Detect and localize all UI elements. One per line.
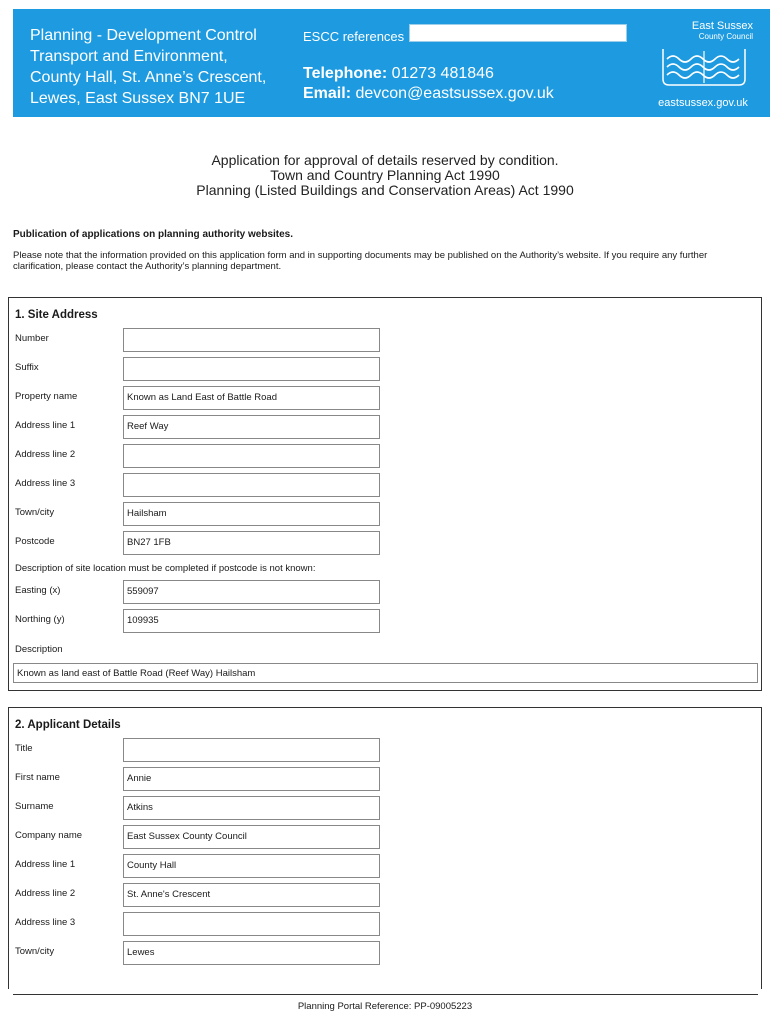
escc-references-label: ESCC references bbox=[303, 29, 405, 44]
easting-row bbox=[15, 580, 755, 604]
suffix-row bbox=[15, 357, 755, 381]
surname-row bbox=[15, 796, 755, 820]
address-line: Planning - Development Control bbox=[30, 27, 257, 44]
logo-line-1: East Sussex bbox=[691, 20, 753, 32]
first-name-row bbox=[15, 767, 755, 791]
section-title: 2. Applicant Details bbox=[15, 719, 121, 731]
postcode-field[interactable]: BN27 1FB bbox=[123, 531, 380, 555]
publication-note: Please note that the information provided on this application form and in supporting documents may be published on the Authority’s website. If you require any further clarification, please contact the Authority’s planning department. bbox=[13, 250, 708, 272]
logo-line-2: County Council bbox=[698, 32, 753, 41]
header-banner bbox=[13, 9, 770, 117]
telephone-value: 01273 481846 bbox=[391, 65, 494, 82]
form-title-line: Town and Country Planning Act 1990 bbox=[270, 167, 500, 183]
publication-heading: Publication of applications on planning authority websites. bbox=[13, 229, 294, 240]
title-field[interactable] bbox=[123, 738, 380, 762]
location-note: Description of site location must be completed if postcode is not known: bbox=[15, 563, 316, 574]
field-label: Town/city bbox=[15, 946, 55, 957]
email-label: Email: bbox=[303, 85, 352, 102]
escc-references-field[interactable] bbox=[409, 24, 627, 42]
number-row bbox=[15, 328, 755, 352]
postcode-row bbox=[15, 531, 755, 555]
field-label: Town/city bbox=[15, 507, 55, 518]
address-line-2-field[interactable] bbox=[123, 444, 380, 468]
portal-reference: Planning Portal Reference: PP-09005223 bbox=[297, 1001, 473, 1012]
number-field[interactable] bbox=[123, 328, 380, 352]
field-label: Property name bbox=[15, 391, 78, 402]
surname-field[interactable]: Atkins bbox=[123, 796, 380, 820]
form-title-line: Planning (Listed Buildings and Conservation Areas) Act 1990 bbox=[196, 182, 574, 198]
applicant-address-line-3-row bbox=[15, 912, 755, 936]
field-label: Address line 2 bbox=[15, 449, 76, 460]
address-line-3-field[interactable] bbox=[123, 473, 380, 497]
section-title: 1. Site Address bbox=[15, 309, 98, 321]
address-line: Lewes, East Sussex BN7 1UE bbox=[30, 90, 246, 107]
field-label: Address line 1 bbox=[15, 859, 76, 870]
field-label: Company name bbox=[15, 830, 83, 841]
logo-website: eastsussex.gov.uk bbox=[658, 97, 748, 109]
field-label: Suffix bbox=[15, 362, 39, 373]
northing-field[interactable]: 109935 bbox=[123, 609, 380, 633]
property-name-row bbox=[15, 386, 755, 410]
address-line: Transport and Environment, bbox=[30, 48, 228, 65]
town-city-row bbox=[15, 502, 755, 526]
applicant-town-city-row bbox=[15, 941, 755, 965]
address-line-1-row bbox=[15, 415, 755, 439]
field-label: Number bbox=[15, 333, 49, 344]
field-label: Surname bbox=[15, 801, 54, 812]
easting-field[interactable]: 559097 bbox=[123, 580, 380, 604]
field-label: Address line 3 bbox=[15, 917, 76, 928]
description-label: Description bbox=[15, 644, 63, 655]
field-label: Address line 2 bbox=[15, 888, 76, 899]
telephone-label: Telephone: bbox=[303, 65, 388, 82]
applicant-details-section bbox=[8, 707, 762, 989]
company-name-field[interactable]: East Sussex County Council bbox=[123, 825, 380, 849]
council-logo bbox=[653, 21, 753, 109]
footer-divider bbox=[13, 994, 758, 995]
company-name-row bbox=[15, 825, 755, 849]
email-value: devcon@eastsussex.gov.uk bbox=[355, 85, 554, 102]
town-city-field[interactable]: Hailsham bbox=[123, 502, 380, 526]
address-line: County Hall, St. Anne’s Crescent, bbox=[30, 69, 267, 86]
applicant-address-line-3-field[interactable] bbox=[123, 912, 380, 936]
field-label: Address line 1 bbox=[15, 420, 76, 431]
address-line-2-row bbox=[15, 444, 755, 468]
address-line-1-field[interactable]: Reef Way bbox=[123, 415, 380, 439]
applicant-address-line-1-row bbox=[15, 854, 755, 878]
form-title-line: Application for approval of details reserved by condition. bbox=[211, 152, 559, 168]
waves-icon bbox=[659, 45, 749, 91]
suffix-field[interactable] bbox=[123, 357, 380, 381]
site-address-section bbox=[8, 297, 762, 691]
field-label: Postcode bbox=[15, 536, 55, 547]
applicant-address-line-2-row bbox=[15, 883, 755, 907]
field-label: Address line 3 bbox=[15, 478, 76, 489]
applicant-address-line-2-field[interactable]: St. Anne's Crescent bbox=[123, 883, 380, 907]
office-address bbox=[30, 25, 266, 109]
contact-details bbox=[303, 64, 554, 104]
field-label: Easting (x) bbox=[15, 585, 61, 596]
description-field[interactable]: Known as land east of Battle Road (Reef Way) Hailsham bbox=[13, 663, 758, 683]
property-name-field[interactable]: Known as Land East of Battle Road bbox=[123, 386, 380, 410]
field-label: Title bbox=[15, 743, 33, 754]
field-label: First name bbox=[15, 772, 60, 783]
form-titles bbox=[0, 153, 770, 198]
title-row bbox=[15, 738, 755, 762]
first-name-field[interactable]: Annie bbox=[123, 767, 380, 791]
field-label: Northing (y) bbox=[15, 614, 65, 625]
applicant-town-city-field[interactable]: Lewes bbox=[123, 941, 380, 965]
address-line-3-row bbox=[15, 473, 755, 497]
applicant-address-line-1-field[interactable]: County Hall bbox=[123, 854, 380, 878]
northing-row bbox=[15, 609, 755, 633]
